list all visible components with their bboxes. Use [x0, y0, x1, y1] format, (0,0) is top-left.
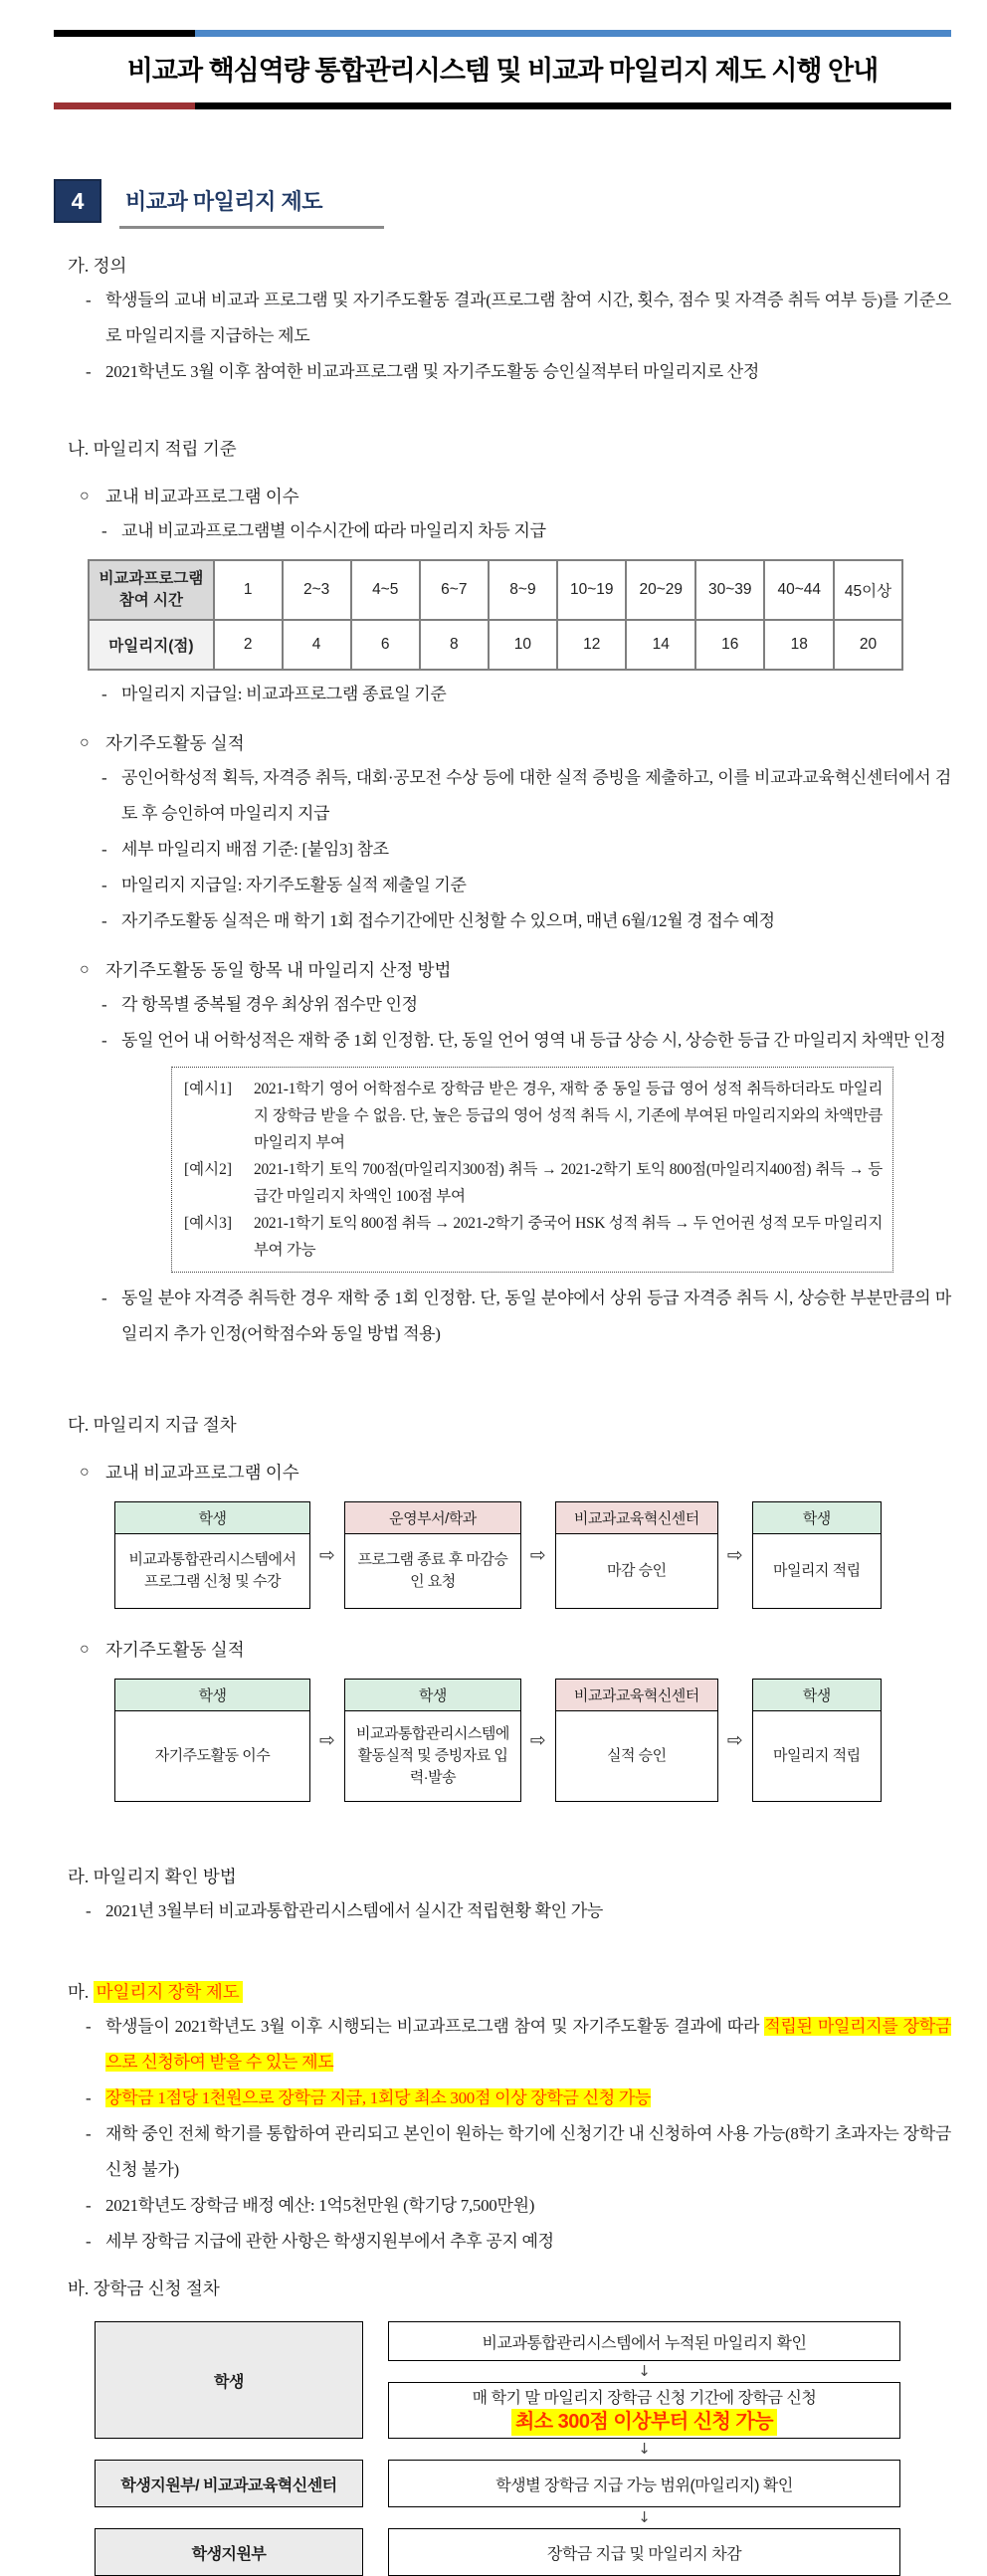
example-label: [예시1]	[184, 1081, 233, 1097]
bullet-ma-3	[86, 2116, 951, 2188]
dash-marker: -	[86, 1901, 92, 1920]
flow-box-header: 비교과교육혁신센터	[556, 1680, 717, 1711]
flow-box-body: 마감 승인	[607, 1562, 667, 1579]
bullet-na-g3-2	[101, 1023, 951, 1059]
down-arrow-icon: ↓	[638, 2508, 651, 2526]
bullet-ga-1	[86, 283, 951, 354]
flow-box-student-apply	[114, 1501, 310, 1609]
bullet-text: 동일 분야 자격증 취득한 경우 재학 중 1회 인정함. 단, 동일 분야에서 상위 등급 자격증 취득 시, 상승한 부분만큼의 마일리지 추가 인정(어학점수와 동일 방법 적용)	[121, 1288, 951, 1343]
bullet-text: 학생들의 교내 비교과 프로그램 및 자기주도활동 결과(프로그램 참여 시간, 횟수, 점수 및 자격증 취득 여부 등)를 기준으로 마일리지를 지급하는 제도	[105, 291, 951, 345]
dash-marker: -	[86, 2196, 92, 2215]
right-arrow-icon: ⇨	[726, 1544, 743, 1566]
bullet-na-g1-2	[101, 677, 951, 712]
flow-box-body: 마일리지 적립	[772, 1747, 861, 1764]
example-row-1	[184, 1076, 883, 1156]
application-procedure-diagram	[95, 2321, 951, 2576]
heading-na-criteria: 나. 마일리지 적립 기준	[68, 439, 237, 459]
top-bar-blue-segment	[195, 30, 951, 37]
bullet-text: 자기주도활동 실적은 매 학기 1회 접수기간에만 신청할 수 있으며, 매년 6월/12월 경 접수 예정	[121, 911, 775, 930]
bullet-text: 2021학년도 3월 이후 참여한 비교과프로그램 및 자기주도활동 승인실적부터 마일리지로 산정	[105, 362, 759, 381]
section-number-badge: 4	[54, 179, 101, 223]
step-verify-payable-range: 학생별 장학금 지급 가능 범위(마일리지) 확인	[388, 2460, 900, 2507]
example-row-3	[184, 1210, 883, 1264]
step-pay-and-deduct: 장학금 지급 및 마일리지 차감	[388, 2528, 900, 2576]
example-row-2	[184, 1156, 883, 1210]
bullet-na-g2-4	[101, 903, 951, 939]
right-arrow-icon: ⇨	[319, 1729, 335, 1751]
bullet-text: 마일리지 지급일: 자기주도활동 실적 제출일 기준	[121, 876, 467, 894]
bullet-na-g2-1	[101, 760, 951, 832]
flow-box-center-approve	[555, 1501, 718, 1609]
table-cell: 6~7	[420, 560, 489, 620]
table-cell: 20	[834, 620, 902, 670]
flow-box-student-submit	[344, 1679, 521, 1802]
plain-text: 학생들이 2021학년도 3월 이후 시행되는 비교과프로그램 참여 및 자기주도활동 결과에 따라	[105, 2017, 765, 2036]
group-title: 교내 비교과프로그램 이수	[105, 1463, 299, 1483]
bullet-text: 교내 비교과프로그램별 이수시간에 따라 마일리지 차등 지급	[121, 521, 546, 540]
right-arrow-icon: ⇨	[726, 1729, 743, 1751]
dash-marker: -	[86, 2088, 92, 2107]
table-header-participation-hours	[89, 560, 214, 620]
example-label: [예시2]	[184, 1161, 233, 1178]
student-steps-column	[388, 2321, 900, 2439]
mileage-table	[88, 559, 903, 671]
top-bar-black-segment	[54, 30, 195, 37]
right-arrow-icon: ⇨	[529, 1729, 546, 1751]
heading-ra-check-method: 라. 마일리지 확인 방법	[68, 1867, 237, 1886]
example-text: 2021-1학기 토익 700점(마일리지300점) 취득 → 2021-2학기 토익 800점(마일리지400점) 취득 → 등급간 마일리지 차액인 100점 부여	[254, 1161, 883, 1205]
bottom-bar-black-segment	[195, 102, 951, 109]
circle-marker: ○	[80, 734, 90, 751]
group-title: 자기주도활동 실적	[105, 733, 245, 753]
bullet-ra-1	[86, 1893, 951, 1929]
table-cell: 4~5	[351, 560, 420, 620]
header-top-bar	[54, 30, 951, 37]
example-text: 2021-1학기 영어 어학점수로 장학금 받은 경우, 재학 중 동일 등급 영어 성적 취득하더라도 마일리지 장학금 받을 수 없음. 단, 높은 등급의 영어 성적 취득 시, 기존에 부여된 마일리지와의 차액만큼 마일리지 부여	[254, 1081, 883, 1151]
dash-marker: -	[86, 2017, 92, 2036]
flow-box-header: 운영부서/학과	[345, 1502, 520, 1534]
document-title: 비교과 핵심역량 통합관리시스템 및 비교과 마일리지 제도 시행 안내	[126, 56, 879, 86]
bullet-text	[105, 2081, 951, 2116]
dash-marker: -	[101, 840, 107, 859]
bullet-text: 재학 중인 전체 학기를 통합하여 관리되고 본인이 원하는 학기에 신청기간 내 신청하여 사용 가능(8학기 초과자는 장학금 신청 불가)	[105, 2124, 951, 2179]
dash-marker: -	[101, 911, 107, 930]
group-self-directed-activity	[80, 726, 951, 760]
circle-marker: ○	[80, 961, 90, 978]
bullet-na-g2-2	[101, 832, 951, 868]
dash-marker: -	[101, 1031, 107, 1050]
dash-marker: -	[101, 685, 107, 703]
section-title: 비교과 마일리지 제도	[119, 179, 384, 229]
bullet-ma-2	[86, 2081, 951, 2116]
group-title: 교내 비교과프로그램 이수	[105, 487, 299, 506]
circle-marker: ○	[80, 1464, 90, 1481]
dash-marker: -	[101, 521, 107, 540]
bullet-na-g3-3	[101, 1281, 951, 1352]
flow-box-body: 실적 승인	[607, 1747, 667, 1764]
flow-box-student-complete	[114, 1679, 310, 1802]
table-header-line2: 참여 시간	[118, 592, 183, 609]
flow-diagram-self-directed	[114, 1679, 951, 1802]
dash-marker: -	[101, 995, 107, 1014]
dash-marker: -	[101, 768, 107, 787]
table-cell: 2	[214, 620, 283, 670]
flow-box-center-approve-record	[555, 1679, 718, 1802]
flow-box-header: 학생	[753, 1680, 881, 1711]
down-arrow-icon: ↓	[638, 2362, 651, 2380]
circle-marker: ○	[80, 1641, 90, 1658]
actor-box-student-support: 학생지원부	[95, 2528, 363, 2576]
flow-box-body: 비교과통합관리시스템에 활동실적 및 증빙자료 입력·발송	[355, 1725, 509, 1786]
flow-box-header: 학생	[115, 1680, 309, 1711]
table-header-line1: 비교과프로그램	[99, 570, 204, 587]
flow-box-header: 학생	[345, 1680, 520, 1711]
flow-box-body: 프로그램 종료 후 마감승인 요청	[357, 1551, 508, 1590]
table-cell: 30~39	[695, 560, 765, 620]
bullet-text	[105, 2009, 951, 2081]
bullet-na-g3-1	[101, 987, 951, 1023]
group-flow2-title	[80, 1633, 951, 1667]
table-cell: 14	[626, 620, 695, 670]
table-cell: 16	[695, 620, 765, 670]
bullet-text: 세부 마일리지 배점 기준: [붙임3] 참조	[121, 840, 389, 859]
actor-box-support-and-center: 학생지원부/ 비교과교육혁신센터	[95, 2460, 363, 2507]
example-text: 2021-1학기 토익 800점 취득 → 2021-2학기 중국어 HSK 성적 취득 → 두 언어권 성적 모두 마일리지 부여 가능	[254, 1215, 883, 1259]
bullet-text: 각 항목별 중복될 경우 최상위 점수만 인정	[121, 995, 418, 1014]
flow-box-body: 자기주도활동 이수	[154, 1747, 271, 1764]
table-row-points	[89, 620, 902, 670]
dash-marker: -	[86, 2232, 92, 2251]
heading-da-procedure: 다. 마일리지 지급 절차	[68, 1415, 237, 1435]
flow-box-body: 마일리지 적립	[772, 1562, 861, 1579]
table-cell: 45이상	[834, 560, 902, 620]
flow-box-student-earn	[752, 1501, 882, 1609]
example-label: [예시3]	[184, 1215, 233, 1232]
table-cell: 4	[283, 620, 351, 670]
bullet-ma-5	[86, 2224, 951, 2260]
dash-marker: -	[86, 291, 92, 309]
heading-prefix: 마.	[68, 1982, 90, 2002]
table-cell: 1	[214, 560, 283, 620]
flow-box-student-earn2	[752, 1679, 882, 1802]
table-cell: 8~9	[489, 560, 557, 620]
table-cell: 10	[489, 620, 557, 670]
right-arrow-icon: ⇨	[319, 1544, 335, 1566]
bullet-text: 공인어학성적 획득, 자격증 취득, 대회·공모전 수상 등에 대한 실적 증빙을 제출하고, 이를 비교과교육혁신센터에서 검토 후 승인하여 마일리지 지급	[121, 768, 951, 823]
flow-box-body: 비교과통합관리시스템에서 프로그램 신청 및 수강	[128, 1551, 296, 1590]
flow-box-header: 비교과교육혁신센터	[556, 1502, 717, 1534]
minimum-points-notice: 최소 300점 이상부터 신청 가능	[511, 2409, 777, 2436]
group-flow1-title	[80, 1456, 951, 1489]
flow-box-header: 학생	[115, 1502, 309, 1534]
bullet-text: 동일 언어 내 어학성적은 재학 중 1회 인정함. 단, 동일 언어 영역 내 등급 상승 시, 상승한 등급 간 마일리지 차액만 인정	[121, 1031, 946, 1050]
bullet-text: 마일리지 지급일: 비교과프로그램 종료일 기준	[121, 685, 447, 703]
heading-ga-definition: 가. 정의	[68, 256, 127, 276]
bottom-bar-red-segment	[54, 102, 195, 109]
highlighted-text: 장학금 1점당 1천원으로 장학금 지급, 1회당 최소 300점 이상 장학금 신청 가능	[105, 2088, 652, 2107]
bullet-ma-1	[86, 2009, 951, 2081]
heading-highlighted-text: 마일리지 장학 제도	[94, 1981, 243, 2003]
flow-diagram-program	[114, 1501, 951, 1609]
circle-marker: ○	[80, 488, 90, 504]
table-cell: 2~3	[283, 560, 351, 620]
step-apply-scholarship	[388, 2382, 900, 2439]
dash-marker: -	[101, 876, 107, 894]
dash-marker: -	[86, 2124, 92, 2143]
group-title: 자기주도활동 실적	[105, 1640, 245, 1660]
down-arrow-icon: ↓	[638, 2440, 651, 2458]
group-title: 자기주도활동 동일 항목 내 마일리지 산정 방법	[105, 960, 452, 980]
bullet-ga-2	[86, 354, 951, 390]
group-program-completion	[80, 480, 951, 513]
bullet-na-g1-1	[101, 513, 951, 549]
table-cell: 6	[351, 620, 420, 670]
bullet-ma-4	[86, 2188, 951, 2224]
step-text: 매 학기 말 마일리지 장학금 신청 기간에 장학금 신청	[472, 2390, 817, 2407]
actor-box-student: 학생	[95, 2321, 363, 2439]
bullet-text: 2021년 3월부터 비교과통합관리시스템에서 실시간 적립현황 확인 가능	[105, 1901, 603, 1920]
table-cell: 10~19	[557, 560, 627, 620]
flow-box-department-request	[344, 1501, 521, 1609]
section-header	[54, 179, 951, 229]
group-same-item-calculation	[80, 953, 951, 987]
table-row-hours	[89, 560, 902, 620]
header-bottom-bar	[54, 102, 951, 109]
heading-ba-application-procedure: 바. 장학금 신청 절차	[68, 2279, 220, 2298]
example-box	[171, 1067, 893, 1273]
dash-marker: -	[86, 362, 92, 381]
bullet-text: 2021학년도 장학금 배정 예산: 1억5천만원 (학기당 7,500만원)	[105, 2196, 535, 2215]
flow-box-header: 학생	[753, 1502, 881, 1534]
table-cell: 12	[557, 620, 627, 670]
table-cell: 20~29	[626, 560, 695, 620]
bullet-na-g2-3	[101, 868, 951, 903]
dash-marker: -	[101, 1288, 107, 1307]
table-cell: 40~44	[764, 560, 834, 620]
step-check-accumulated-mileage: 비교과통합관리시스템에서 누적된 마일리지 확인	[388, 2321, 900, 2361]
right-arrow-icon: ⇨	[529, 1544, 546, 1566]
bullet-text: 세부 장학금 지급에 관한 사항은 학생지원부에서 추후 공지 예정	[105, 2232, 554, 2251]
heading-ma-scholarship	[68, 1975, 951, 2009]
table-header-mileage-points: 마일리지(점)	[89, 620, 214, 670]
highlighted-text: 적립된 마일리지를 장학금으로 신청하여 받을 수 있는 제도	[105, 2017, 951, 2072]
table-cell: 18	[764, 620, 834, 670]
table-cell: 8	[420, 620, 489, 670]
